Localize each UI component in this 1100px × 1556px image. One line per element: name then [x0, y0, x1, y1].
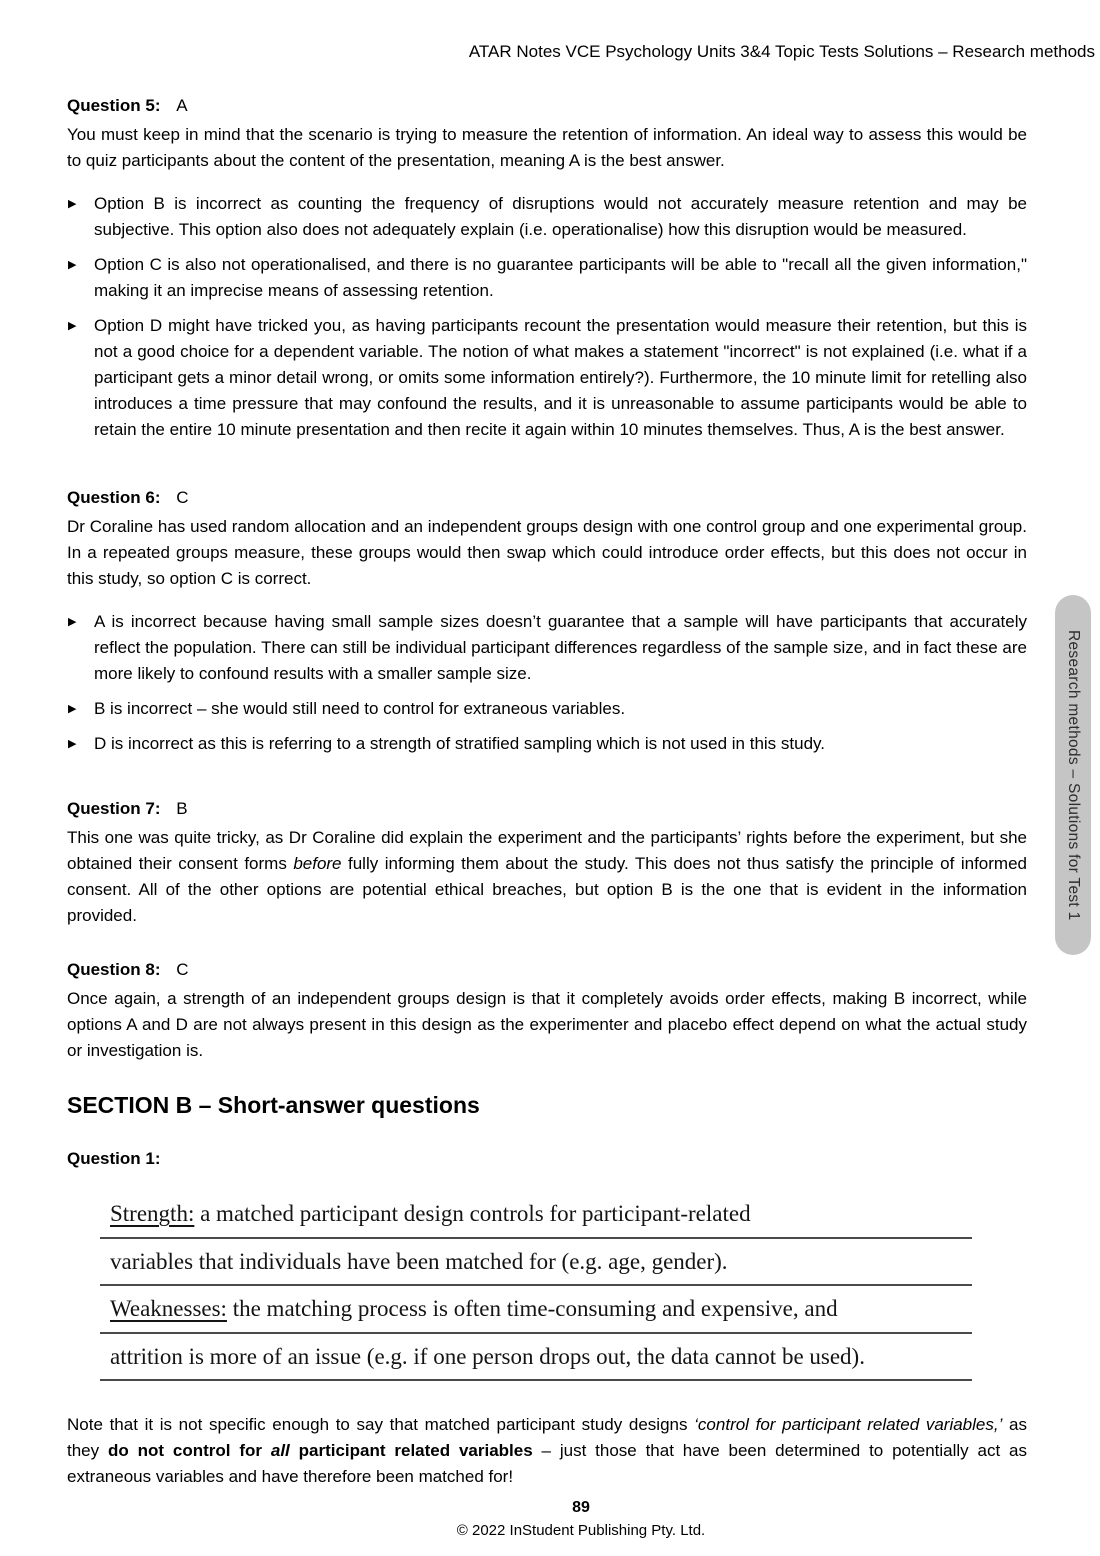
question-8-block	[67, 959, 1027, 1064]
bullet-triangle-icon: ▶	[68, 320, 77, 332]
bullet-text: Option D might have tricked you, as having participants recount the presentation would measure their retention, but this is not a good choice for a dependent variable. The notion of what makes a statement "incorrect" is not explained (i.e. what if a participant gets a minor detail wrong, or omits some information entirely?). Furthermore, the 10 minute limit for retelling also introduces a time pressure that may confound the results, and it is unreasonable to assume participants would be able to retain the entire 10 minute presentation and then recite it again within 10 minutes themselves. Thus, A is the best answer.	[94, 316, 1027, 439]
bullet-item	[67, 313, 1027, 443]
bullet-triangle-icon: ▶	[68, 198, 77, 210]
bullet-item	[67, 609, 1027, 687]
handwritten-answer-area	[100, 1191, 972, 1381]
section-b-question-1-label: Question 1:	[67, 1149, 161, 1168]
bullet-item	[67, 731, 1027, 757]
handwritten-line: attrition is more of an issue (e.g. if one person drops out, the data cannot be used).	[100, 1334, 972, 1382]
page-header	[67, 42, 1095, 62]
bullet-triangle-icon: ▶	[68, 703, 77, 715]
question-7-block	[67, 798, 1027, 929]
question-8-label: Question 8:	[67, 960, 161, 979]
bullet-item	[67, 191, 1027, 243]
bullet-item	[67, 696, 1027, 722]
main-content	[67, 95, 1027, 1490]
bullet-triangle-icon: ▶	[68, 616, 77, 628]
question-6-bullets	[67, 609, 1027, 757]
question-8-heading	[67, 959, 1027, 980]
question-5-intro: You must keep in mind that the scenario is trying to measure the retention of information. An ideal way to assess this would be to quiz participants about the content of the presentation, meaning A is the best answer.	[67, 125, 1027, 170]
bullet-triangle-icon: ▶	[68, 259, 77, 271]
question-8-answer: C	[176, 960, 189, 979]
bullet-text: Option B is incorrect as counting the frequency of disruptions would not accurately measure retention and may be subjective. This option also does not adequately explain (i.e. operationalise) how this disruption would be measured.	[94, 194, 1027, 239]
question-5-bullets	[67, 191, 1027, 443]
question-6-intro: Dr Coraline has used random allocation and an independent groups design with one control group and one experimental group. In a repeated groups measure, these groups would then swap which could introduce order effects, but this does not occur in this study, so option C is correct.	[67, 517, 1027, 588]
note-paragraph: Note that it is not specific enough to say that matched participant study designs ‘control for participant related variables,’ as they do not control for all participant related variables – just those that have been determined to potentially act as extraneous variables and have therefore been matched for!	[67, 1415, 1027, 1486]
bullet-text: Option C is also not operationalised, and there is no guarantee participants will be able to "recall all the given information," making it an imprecise means of assessing retention.	[94, 255, 1027, 300]
bullet-text: B is incorrect – she would still need to control for extraneous variables.	[94, 699, 626, 718]
question-5-block	[67, 95, 1027, 443]
bullet-triangle-icon: ▶	[68, 738, 77, 750]
question-8-intro: Once again, a strength of an independent groups design is that it completely avoids order effects, making B incorrect, while options A and D are not always present in this design as the experimenter and placebo effect depend on what the actual study or investigation is.	[67, 989, 1027, 1060]
question-5-heading	[67, 95, 1027, 116]
side-tab-label: Research methods – Solutions for Test 1	[1065, 629, 1082, 921]
bullet-text: A is incorrect because having small sample sizes doesn’t guarantee that a sample will have participants that accurately reflect the population. There can still be individual participant differences regardless of the sample size, and in fact these are more likely to confound results with a smaller sample size.	[94, 612, 1027, 683]
question-6-answer: C	[176, 488, 189, 507]
side-tab	[1055, 595, 1091, 955]
bullet-item	[67, 252, 1027, 304]
handwritten-line: Strength: a matched participant design controls for participant-related	[100, 1191, 972, 1239]
question-6-heading	[67, 487, 1027, 508]
bullet-text: D is incorrect as this is referring to a strength of stratified sampling which is not used in this study.	[94, 734, 825, 753]
page-number: 89	[572, 1499, 590, 1516]
question-5-label: Question 5:	[67, 96, 161, 115]
question-6-block	[67, 487, 1027, 757]
question-5-answer: A	[176, 96, 188, 115]
copyright-line: © 2022 InStudent Publishing Pty. Ltd.	[456, 1522, 706, 1539]
question-7-intro: This one was quite tricky, as Dr Coraline did explain the experiment and the participants’ rights before the experiment, but she obtained their consent forms before fully informing them about the study. This does not thus satisfy the principle of informed consent. All of the other options are potential ethical breaches, but option B is the one that is evident in the information provided.	[67, 828, 1027, 925]
handwritten-line: Weaknesses: the matching process is often time-consuming and expensive, and	[100, 1286, 972, 1334]
header-title: ATAR Notes VCE Psychology Units 3&4 Topic Tests Solutions – Research methods	[468, 42, 1095, 61]
question-7-heading	[67, 798, 1027, 819]
question-6-label: Question 6:	[67, 488, 161, 507]
question-7-label: Question 7:	[67, 799, 161, 818]
section-b-heading: SECTION B – Short-answer questions	[67, 1092, 480, 1118]
handwritten-line: variables that individuals have been matched for (e.g. age, gender).	[100, 1239, 972, 1287]
question-7-answer: B	[176, 799, 188, 818]
page-footer	[67, 1498, 1095, 1540]
